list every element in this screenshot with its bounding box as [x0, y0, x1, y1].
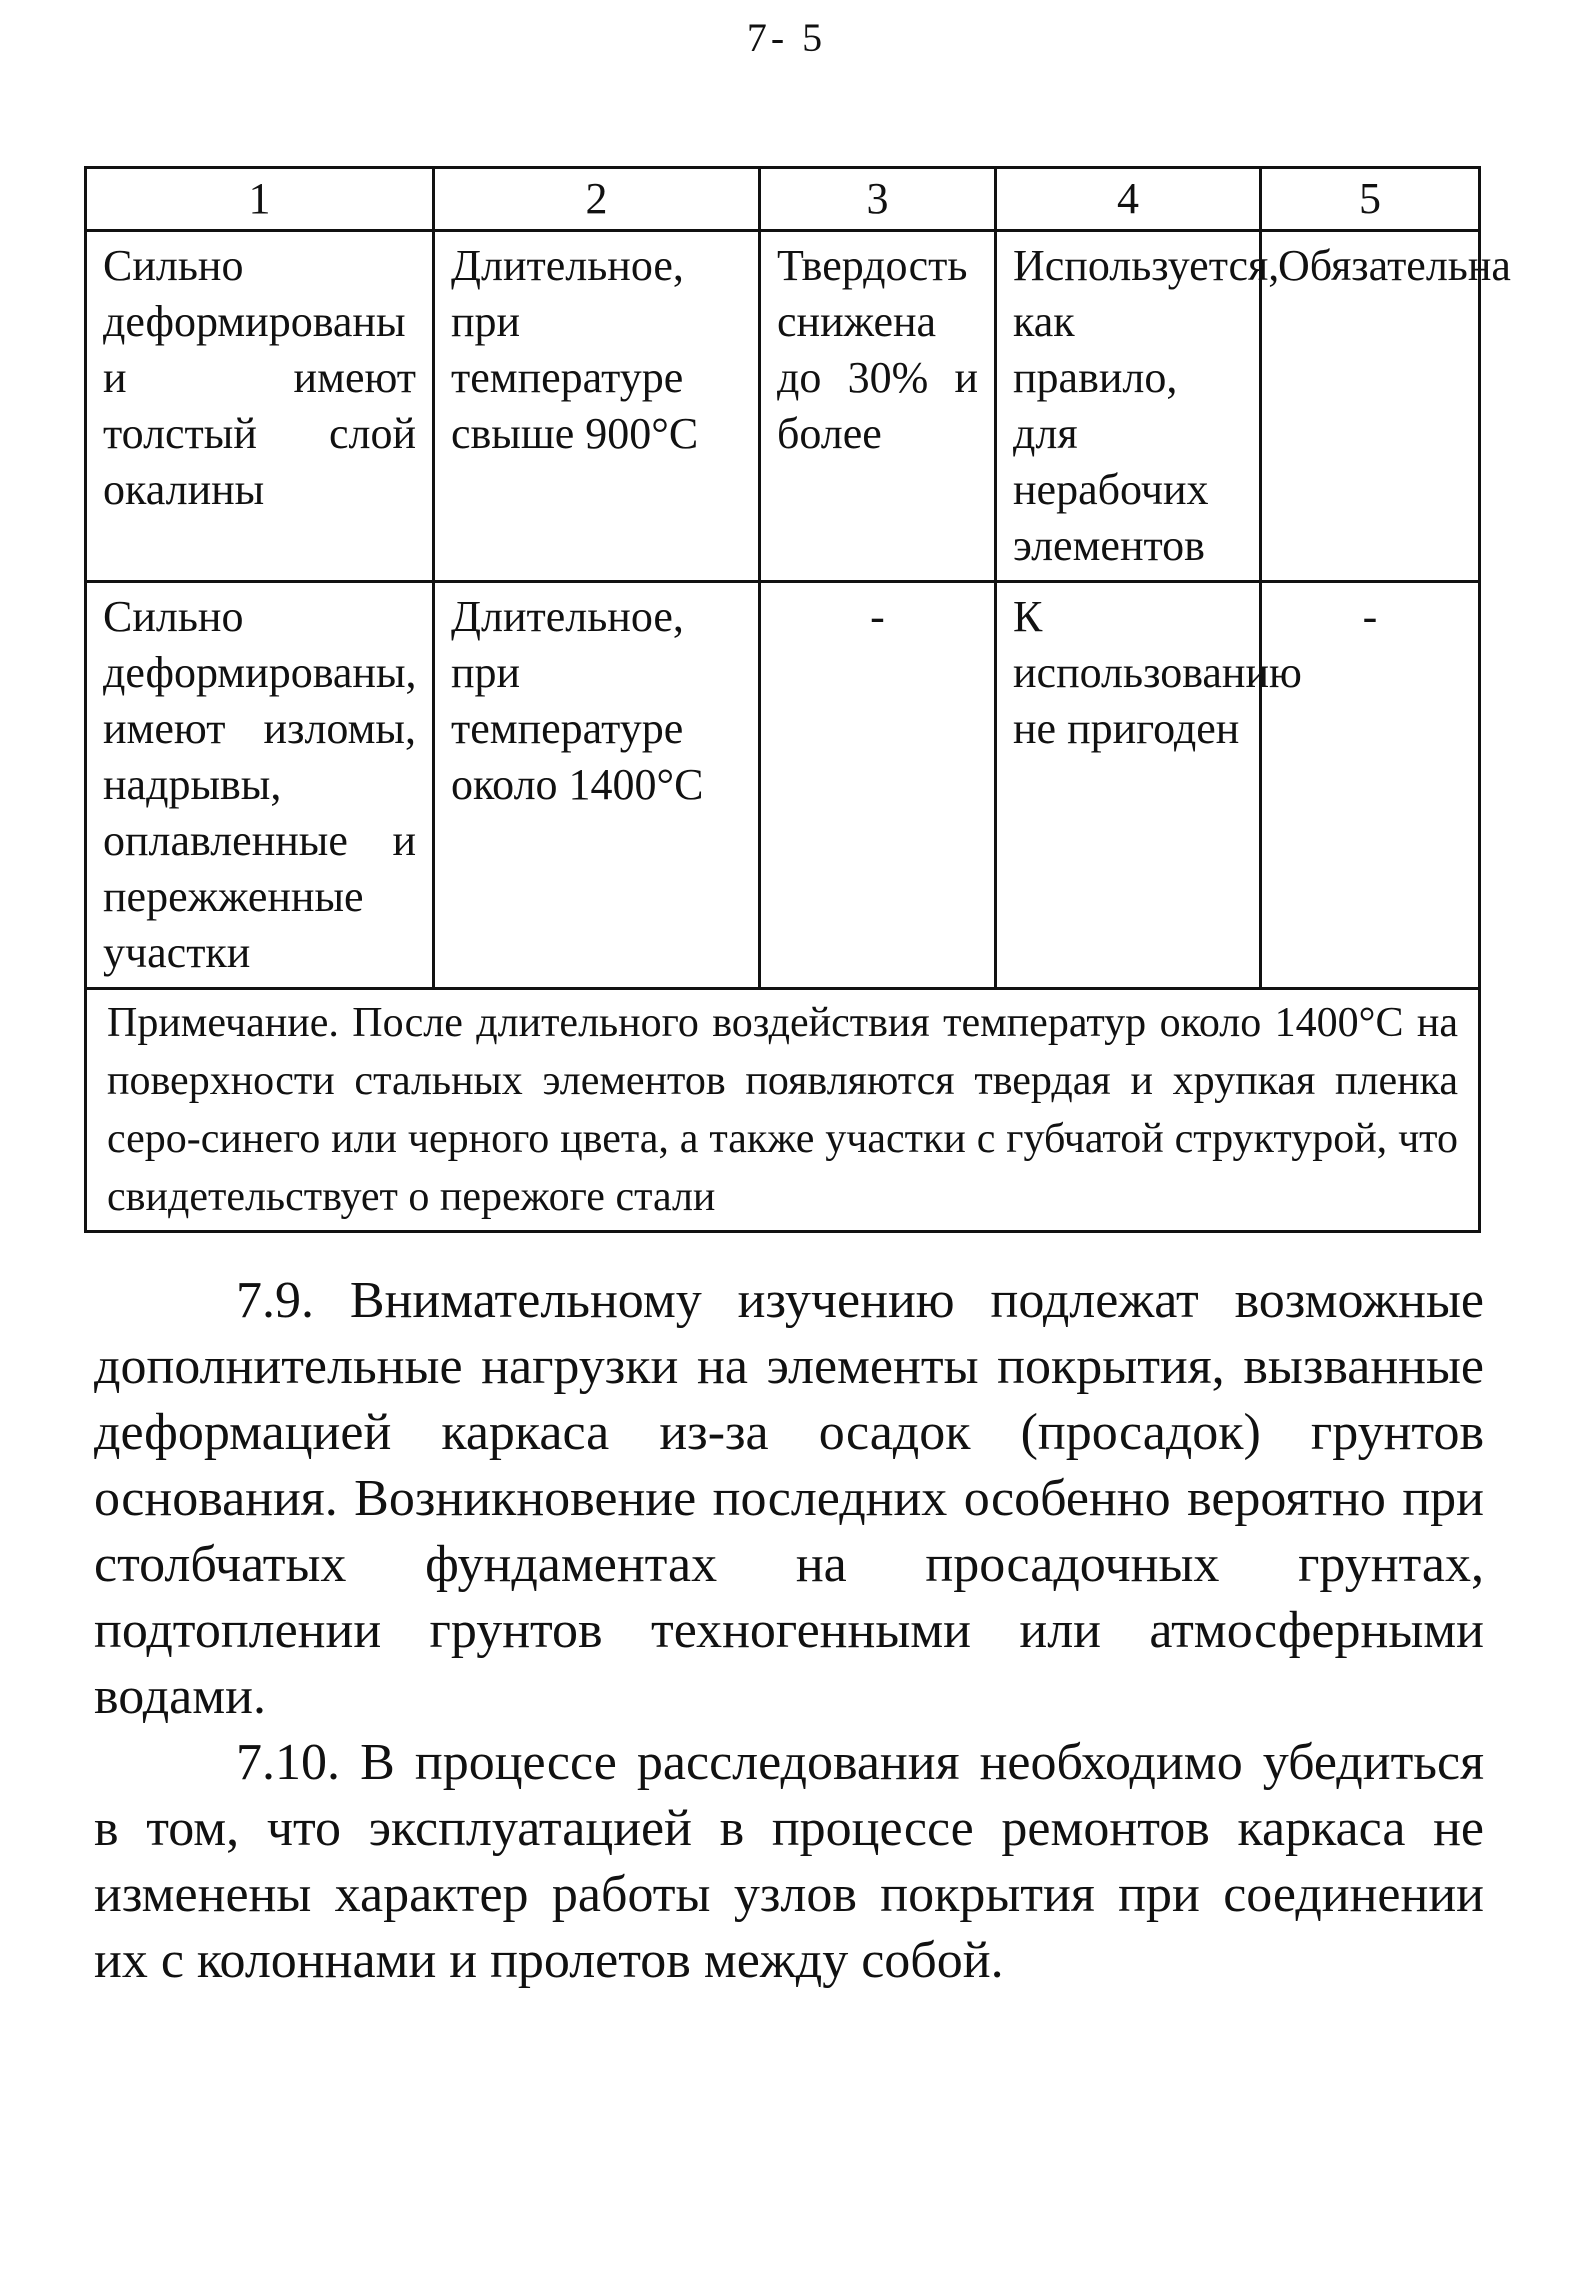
paragraph-7-9: 7.9. Внимательному изучению подлежат возможные дополнительные нагрузки на элементы покрытия, вызванные деформацией каркаса из-за осадок (просадок) грунтов основания. Возникновение последних особенно вероятно при столбчатых фундаментах на просадочных грунтах, подтоплении грунтов техногенными или атмосферными водами.	[94, 1272, 1484, 1725]
table-note-row	[86, 989, 1480, 1232]
table-note: Примечание. После длительного воздействия температур около 1400°С на поверхности стальных элементов появляются твердая и хрупкая пленка серо-синего или черного цвета, а также участки с губчатой структурой, что свидетельствует о пережоге стали	[86, 989, 1480, 1232]
table-cell: Сильно деформированы, имеют изломы, надрывы, оплавленные и пережженные участки	[86, 582, 434, 989]
table-header-row	[86, 168, 1480, 231]
table-cell: Сильно деформированы и имеют толстый слой окалины	[86, 231, 434, 582]
table-cell: Длительное, при температуре свыше 900°C	[434, 231, 760, 582]
table-row	[86, 231, 1480, 582]
paragraph-7-10: 7.10. В процессе расследования необходимо убедиться в том, что эксплуатацией в процессе ремонтов каркаса не изменены характер работы узлов покрытия при соединении их с колоннами и пролетов между собой.	[94, 1734, 1484, 1989]
column-header-4: 4	[996, 168, 1261, 231]
table-cell: К использованию не пригоден	[996, 582, 1261, 989]
table-cell: Твердость снижена до 30% и более	[760, 231, 996, 582]
column-header-1: 1	[86, 168, 434, 231]
table-cell: Используется, как правило, для нерабочих элементов	[996, 231, 1261, 582]
table-cell: -	[1261, 582, 1480, 989]
column-header-3: 3	[760, 168, 996, 231]
page-number: 7- 5	[746, 15, 827, 60]
column-header-5: 5	[1261, 168, 1480, 231]
table-row	[86, 582, 1480, 989]
steel-condition-table	[84, 166, 1511, 1233]
table-cell: Обязательна	[1261, 231, 1480, 582]
table-cell: -	[760, 582, 996, 989]
table-cell: Длительное, при температуре около 1400°C	[434, 582, 760, 989]
column-header-2: 2	[434, 168, 760, 231]
